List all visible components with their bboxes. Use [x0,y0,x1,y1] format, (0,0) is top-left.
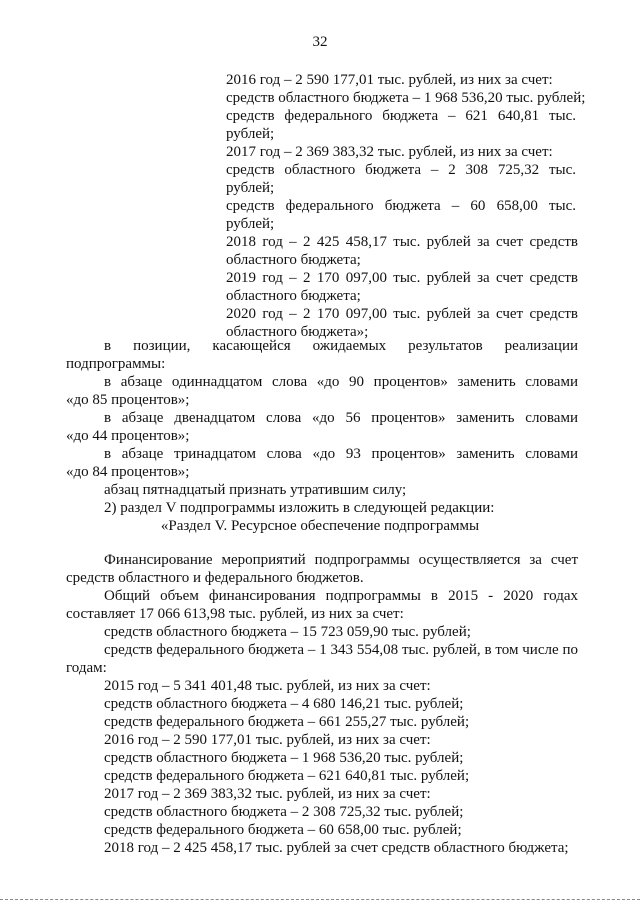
text-line: рублей; [226,216,275,232]
text-line: средств областного бюджета – 2 308 725,32 тыс. [226,162,576,178]
text-line: областного бюджета»; [226,324,369,340]
text-line: Общий объем финансирования подпрограммы в 2015 - 2020 годах [104,588,578,604]
text-line: «до 85 процентов»; [66,392,190,408]
text-line: 2015 год – 5 341 401,48 тыс. рублей, из них за счет: [104,678,431,694]
text-line: годам: [66,660,107,676]
text-line: в абзаце двенадцатом слова «до 56 процентов» заменить словами [104,410,578,426]
text-line: 2017 год – 2 369 383,32 тыс. рублей, из них за счет: [226,144,553,160]
text-line: средств областного бюджета – 4 680 146,21 тыс. рублей; [104,696,464,712]
text-line: 2020 год – 2 170 097,00 тыс. рублей за счет средств [226,306,578,322]
text-line: средств федерального бюджета – 60 658,00 тыс. [226,198,576,214]
text-line: областного бюджета; [226,288,361,304]
text-line: областного бюджета; [226,252,361,268]
text-line: средств федерального бюджета – 621 640,81 тыс. рублей; [104,768,470,784]
text-line: подпрограммы: [66,356,166,372]
text-line: 2019 год – 2 170 097,00 тыс. рублей за счет средств [226,270,578,286]
text-line: 2017 год – 2 369 383,32 тыс. рублей, из них за счет: [104,786,431,802]
text-line: «до 44 процентов»; [66,428,190,444]
text-line: в абзаце тринадцатом слова «до 93 процентов» заменить словами [104,446,578,462]
text-line: рублей; [226,126,275,142]
text-line: средств областного бюджета – 15 723 059,90 тыс. рублей; [104,624,471,640]
text-line: средств федерального бюджета – 621 640,81 тыс. [226,108,576,124]
text-line: средств федерального бюджета – 661 255,27 тыс. рублей; [104,714,470,730]
text-line: «до 84 процентов»; [66,464,190,480]
text-line: в абзаце одиннадцатом слова «до 90 процентов» заменить словами [104,374,578,390]
page-number: 32 [312,34,328,50]
text-line: 2016 год – 2 590 177,01 тыс. рублей, из них за счет: [226,72,553,88]
section-heading: «Раздел V. Ресурсное обеспечение подпрограммы [160,518,480,534]
page-bottom-edge [0,899,640,900]
text-line: средств областного и федерального бюджетов. [66,570,364,586]
text-line: средств областного бюджета – 2 308 725,32 тыс. рублей; [104,804,464,820]
text-line: составляет 17 066 613,98 тыс. рублей, из них за счет: [66,606,404,622]
text-line: 2018 год – 2 425 458,17 тыс. рублей за счет средств [226,234,578,250]
text-line: средств федерального бюджета – 1 343 554,08 тыс. рублей, в том числе по [104,642,578,658]
text-line: средств областного бюджета – 1 968 536,20 тыс. рублей; [104,750,464,766]
text-line: рублей; [226,180,275,196]
text-line: средств областного бюджета – 1 968 536,20 тыс. рублей; [226,90,586,106]
text-line: 2016 год – 2 590 177,01 тыс. рублей, из них за счет: [104,732,431,748]
text-line: средств федерального бюджета – 60 658,00 тыс. рублей; [104,822,462,838]
text-line: 2) раздел V подпрограммы изложить в следующей редакции: [104,500,495,516]
text-line: 2018 год – 2 425 458,17 тыс. рублей за счет средств областного бюджета; [104,840,569,856]
text-line: абзац пятнадцатый признать утратившим силу; [104,482,407,498]
text-line: Финансирование мероприятий подпрограммы осуществляется за счет [104,552,578,568]
text-line: в позиции, касающейся ожидаемых результатов реализации [104,338,578,354]
